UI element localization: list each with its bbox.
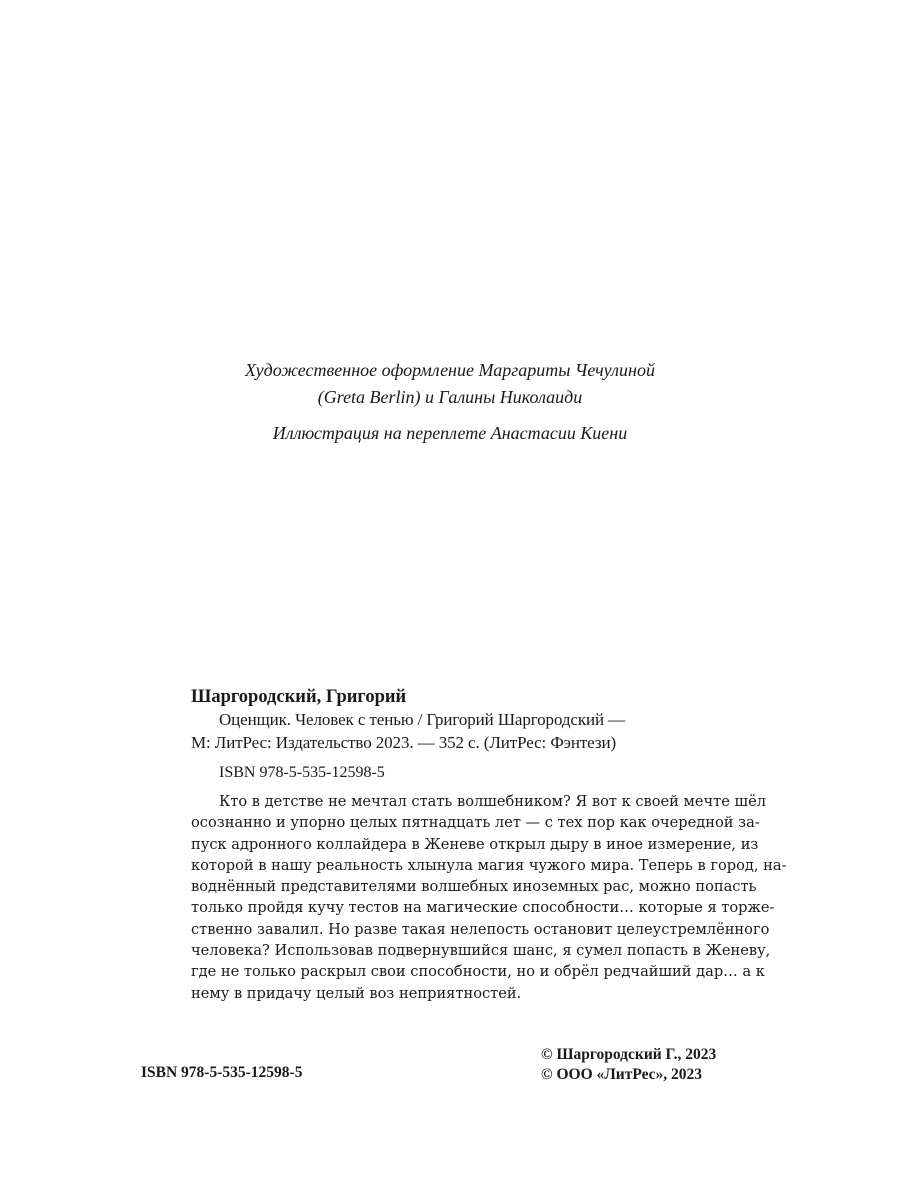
- bibliographic-description-line-2: М: ЛитРес: Издательство 2023. — 352 с. (ЛитРес: Фэнтези): [191, 733, 617, 752]
- annotation-line: которой в нашу реальность хлынула магия чужого мира. Теперь в город, на-: [191, 856, 787, 874]
- annotation-line: человека? Использовав подвернувшийся шанс, я сумел попасть в Женеву,: [191, 942, 771, 960]
- bibliographic-description-line-1: Оценщик. Человек с тенью / Григорий Шаргородский —: [219, 710, 626, 729]
- copyright-author: © Шаргородский Г., 2023: [541, 1046, 717, 1063]
- annotation-line: где не только раскрыл свои способности, но и обрёл редчайший дар… а к: [191, 963, 765, 981]
- annotation-line: пуск адронного коллайдера в Женеве открыл дыру в иное измерение, из: [191, 835, 759, 853]
- design-credits: [150, 357, 750, 447]
- annotation-line: нему в придачу целый воз неприятностей.: [191, 984, 522, 1002]
- bibliographic-record: [191, 686, 731, 784]
- illustration-credit: Иллюстрация на переплете Анастасии Киени: [272, 423, 628, 443]
- annotation-line: только пройдя кучу тестов на магические способности… которые я торже-: [191, 899, 775, 917]
- annotation-line: воднённый представителями волшебных иноземных рас, можно попасть: [191, 878, 757, 896]
- design-credit-line-2: (Greta Berlin) и Галины Николаиди: [317, 387, 583, 407]
- copyright-publisher: © ООО «ЛитРес», 2023: [541, 1066, 703, 1083]
- author-heading: Шаргородский, Григорий: [191, 687, 407, 707]
- annotation-paragraph: [191, 791, 787, 1004]
- design-credit-line-1: Художественное оформление Маргариты Чечулиной: [245, 360, 655, 380]
- annotation-line: ственно завалил. Но разве такая нелепость остановит целеустремлённого: [191, 920, 770, 938]
- bibliographic-isbn: ISBN 978-5-535-12598-5: [219, 764, 385, 781]
- copyright-block: [541, 1045, 716, 1085]
- annotation-line: Кто в детстве не мечтал стать волшебником? Я вот к своей мечте шёл: [219, 793, 766, 810]
- footer-isbn: ISBN 978-5-535-12598-5: [141, 1064, 303, 1081]
- annotation-line: осознанно и упорно целых пятнадцать лет — с тех пор как очередной за-: [191, 814, 760, 832]
